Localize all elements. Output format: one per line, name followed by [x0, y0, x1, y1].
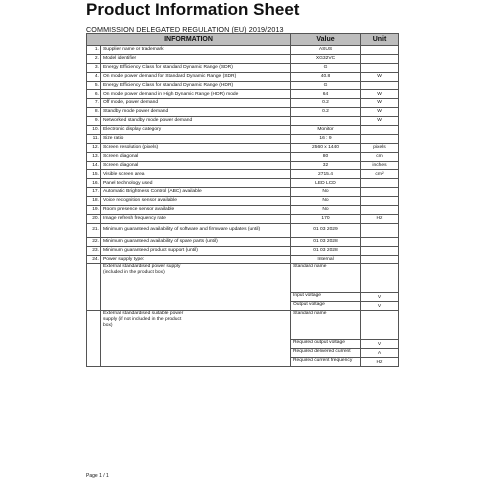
row-number: 5. — [87, 81, 101, 90]
row-label: Screen diagonal — [101, 161, 291, 170]
row-value: 64 — [291, 90, 361, 99]
row-unit: W — [361, 99, 399, 108]
row-label: Model identifier — [101, 54, 291, 63]
row-unit: pixels — [361, 143, 399, 152]
psu-description-text: External standardised suitable power supply (if not included in the product box) — [103, 311, 184, 329]
row-number: 13. — [87, 152, 101, 161]
row-number: 8. — [87, 108, 101, 117]
row-unit: inches — [361, 161, 399, 170]
table-row — [87, 134, 399, 143]
row-unit — [361, 188, 399, 197]
row-label: Energy Efficiency Class for standard Dynamic Range (HDR) — [101, 81, 291, 90]
regulation-subtitle: COMMISSION DELEGATED REGULATION (EU) 2019/2013 — [86, 25, 284, 34]
row-number: 11. — [87, 134, 101, 143]
row-value: 80 — [291, 152, 361, 161]
product-info-table — [86, 33, 399, 367]
row-number: 18. — [87, 197, 101, 206]
row-unit: W — [361, 90, 399, 99]
row-value: G — [291, 63, 361, 72]
page-footer: Page 1 / 1 — [86, 473, 109, 479]
row-number: 14. — [87, 161, 101, 170]
row-number: 16. — [87, 179, 101, 188]
psu-marker — [87, 311, 101, 367]
row-value: 2560 x 1440 — [291, 143, 361, 152]
row-value: 170 — [291, 214, 361, 223]
row-value: No — [291, 188, 361, 197]
row-number: 2. — [87, 54, 101, 63]
row-label: Automatic Brightness Control (ABC) available — [101, 188, 291, 197]
row-number: 17. — [87, 188, 101, 197]
table-row — [87, 161, 399, 170]
psu-item-unit: V — [361, 293, 399, 302]
row-label: Panel technology used — [101, 179, 291, 188]
row-number: 21. — [87, 223, 101, 237]
table-row — [87, 246, 399, 255]
row-unit: W — [361, 108, 399, 117]
row-value: No — [291, 206, 361, 215]
page-title: Product Information Sheet — [86, 0, 300, 19]
row-value: G — [291, 81, 361, 90]
row-number: 1. — [87, 46, 101, 55]
table-row — [87, 223, 399, 237]
psu-item-label: Input voltage — [291, 293, 361, 302]
row-label: Power supply type: — [101, 255, 291, 264]
table-row — [87, 214, 399, 223]
psu-description-text: External standardised power supply (included in the product box) — [103, 264, 181, 276]
row-number: 23. — [87, 246, 101, 255]
psu-description — [101, 264, 291, 311]
row-label: Off mode, power demand — [101, 99, 291, 108]
row-label: Screen diagonal — [101, 152, 291, 161]
row-value: 0.2 — [291, 99, 361, 108]
psu-item-label: Standard name — [291, 264, 361, 293]
row-unit — [361, 126, 399, 135]
table-row — [87, 237, 399, 246]
row-unit: cm² — [361, 170, 399, 179]
row-value: 2715.4 — [291, 170, 361, 179]
psu-item-unit: A — [361, 349, 399, 358]
row-unit — [361, 197, 399, 206]
psu-item-unit: V — [361, 340, 399, 349]
row-unit: W — [361, 117, 399, 126]
table-row — [87, 90, 399, 99]
psu-description — [101, 311, 291, 367]
table-row — [87, 255, 399, 264]
row-number: 19. — [87, 206, 101, 215]
table-row — [87, 81, 399, 90]
table-row — [87, 46, 399, 55]
row-number: 24. — [87, 255, 101, 264]
row-number: 7. — [87, 99, 101, 108]
row-value: Internal — [291, 255, 361, 264]
row-value: 01 03 2028 — [291, 246, 361, 255]
row-value: LED LCD — [291, 179, 361, 188]
row-value: Monitor — [291, 126, 361, 135]
row-number: 10. — [87, 126, 101, 135]
row-number: 3. — [87, 63, 101, 72]
row-label: Screen resolution (pixels) — [101, 143, 291, 152]
row-label: Electronic display category — [101, 126, 291, 135]
psu-item-unit — [361, 311, 399, 340]
row-number: 22. — [87, 237, 101, 246]
row-number: 4. — [87, 72, 101, 81]
header-information: INFORMATION — [87, 34, 291, 46]
psu-item-unit: V — [361, 302, 399, 311]
row-label: Standby mode power demand — [101, 108, 291, 117]
row-label: Room presence sensor available — [101, 206, 291, 215]
table-row — [87, 188, 399, 197]
row-label: Supplier name or trademark — [101, 46, 291, 55]
psu-item-label: Required output voltage — [291, 340, 361, 349]
row-unit — [361, 206, 399, 215]
table-row — [87, 143, 399, 152]
table-row — [87, 117, 399, 126]
row-number: 12. — [87, 143, 101, 152]
row-number: 20. — [87, 214, 101, 223]
table-row — [87, 197, 399, 206]
table-row — [87, 206, 399, 215]
psu-row — [87, 311, 399, 340]
row-label: Networked standby mode power demand — [101, 117, 291, 126]
row-number: 6. — [87, 90, 101, 99]
row-label: Image refresh frequency rate — [101, 214, 291, 223]
row-number: 15. — [87, 170, 101, 179]
table-row — [87, 54, 399, 63]
table-row — [87, 179, 399, 188]
row-value: 32 — [291, 161, 361, 170]
header-value: Value — [291, 34, 361, 46]
row-label: Size ratio — [101, 134, 291, 143]
row-unit — [361, 63, 399, 72]
row-unit: cm — [361, 152, 399, 161]
row-value: XG32VC — [291, 54, 361, 63]
row-unit — [361, 223, 399, 237]
psu-item-label: Standard name — [291, 311, 361, 340]
row-label: Energy Efficiency Class for standard Dynamic Range (SDR) — [101, 63, 291, 72]
header-unit: Unit — [361, 34, 399, 46]
row-unit — [361, 246, 399, 255]
row-unit: Hz — [361, 214, 399, 223]
row-unit — [361, 237, 399, 246]
row-value: 40.8 — [291, 72, 361, 81]
psu-item-label: Output voltage — [291, 302, 361, 311]
psu-marker — [87, 264, 101, 311]
row-value: 01 03 2029 — [291, 223, 361, 237]
row-unit — [361, 54, 399, 63]
table-row — [87, 99, 399, 108]
table-row — [87, 108, 399, 117]
psu-item-label: Required current frequency — [291, 358, 361, 367]
row-unit — [361, 134, 399, 143]
psu-item-label: Required delivered current — [291, 349, 361, 358]
table-row — [87, 170, 399, 179]
row-unit — [361, 81, 399, 90]
row-label: Voice recognition sensor available — [101, 197, 291, 206]
row-value: 16 : 9 — [291, 134, 361, 143]
row-number: 9. — [87, 117, 101, 126]
row-label: On mode power demand for Standard Dynamic Range (SDR) — [101, 72, 291, 81]
row-value: 0.2 — [291, 108, 361, 117]
psu-item-unit — [361, 264, 399, 293]
row-value — [291, 117, 361, 126]
row-label: Minimum guaranteed availability of software and firmware updates (until) — [101, 223, 291, 237]
table-row — [87, 152, 399, 161]
row-value: 01 03 2028 — [291, 237, 361, 246]
row-label: On mode power demand in High Dynamic Range (HDR) mode — [101, 90, 291, 99]
row-unit — [361, 255, 399, 264]
row-label: Visible screen area — [101, 170, 291, 179]
row-unit — [361, 46, 399, 55]
row-value: ASUS — [291, 46, 361, 55]
row-label: Minimum guaranteed product support (until) — [101, 246, 291, 255]
table-row — [87, 126, 399, 135]
row-unit: W — [361, 72, 399, 81]
row-value: No — [291, 197, 361, 206]
row-unit — [361, 179, 399, 188]
psu-row — [87, 264, 399, 293]
row-label: Minimum guaranteed availability of spare parts (until) — [101, 237, 291, 246]
table-row — [87, 63, 399, 72]
table-row — [87, 72, 399, 81]
psu-item-unit: Hz — [361, 358, 399, 367]
